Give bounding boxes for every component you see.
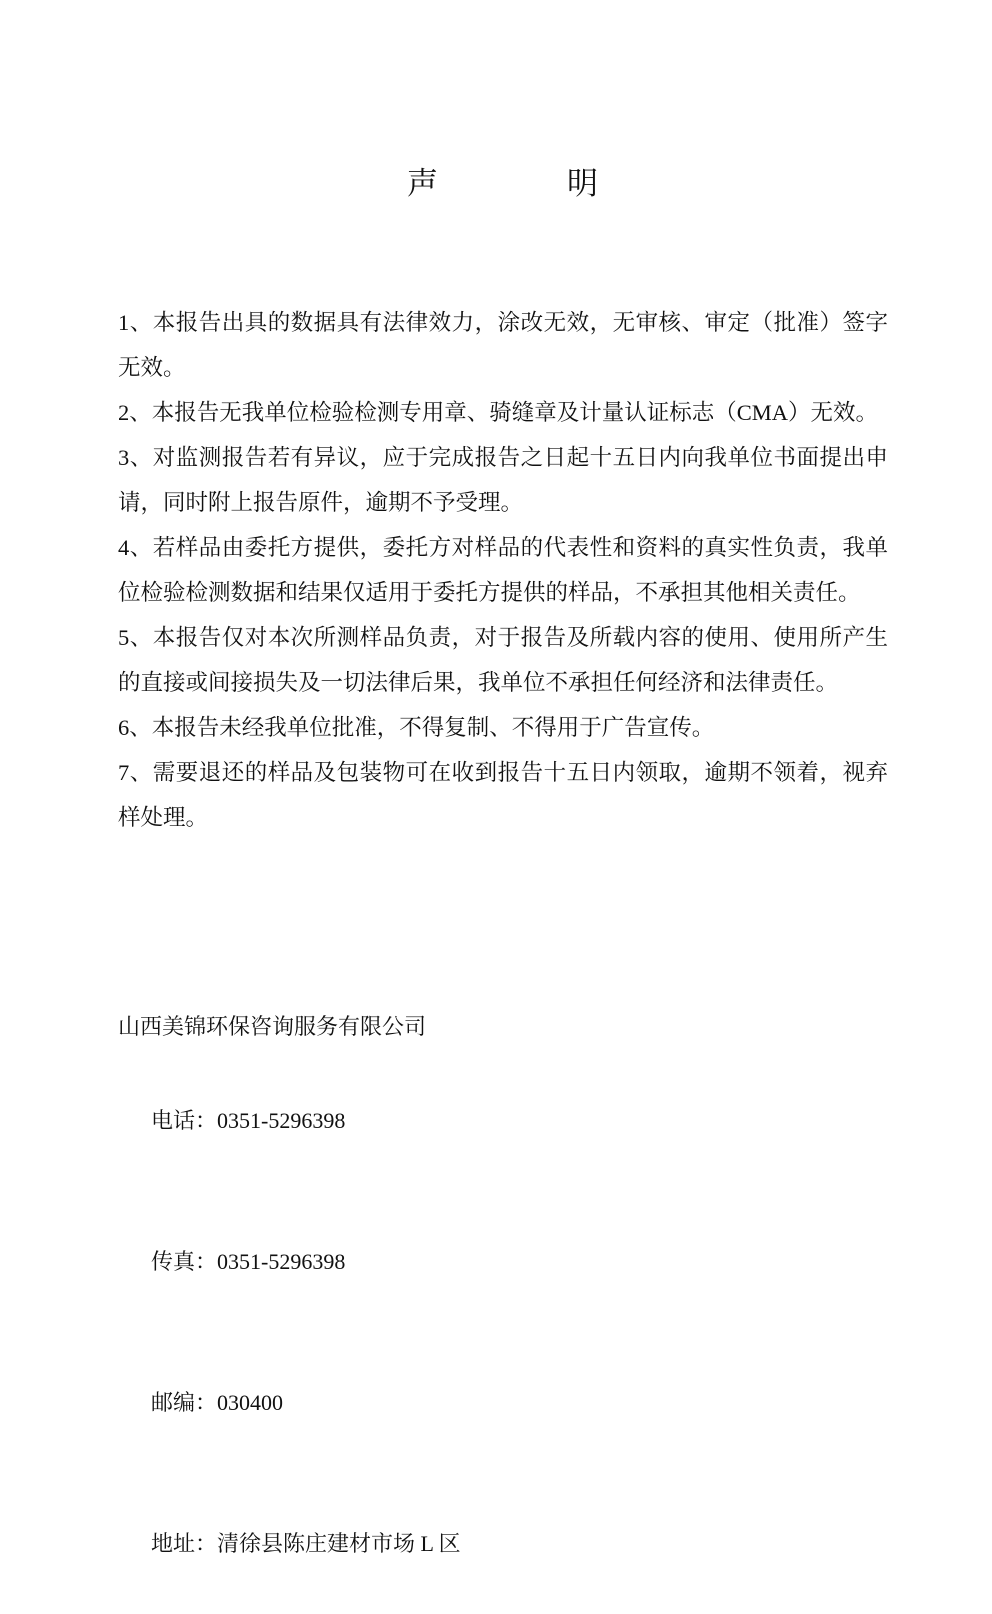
- fax-line: [118, 1191, 888, 1332]
- contact-section: [118, 1003, 888, 1614]
- statement-1: 1、本报告出具的数据具有法律效力，涂改无效，无审核、审定（批准）签字无效。: [118, 310, 888, 380]
- postcode-value: 030400: [217, 1390, 284, 1415]
- statement-7: 7、需要退还的样品及包装物可在收到报告十五日内领取，逾期不领着，视弃样处理。: [118, 760, 888, 830]
- phone-line: [118, 1050, 888, 1191]
- fax-value: 0351-5296398: [217, 1249, 346, 1274]
- statement-6: 6、本报告未经我单位批准，不得复制、不得用于广告宣传。: [118, 715, 715, 740]
- statement-2: 2、本报告无我单位检验检测专用章、骑缝章及计量认证标志（CMA）无效。: [118, 400, 879, 425]
- statement-5: 5、本报告仅对本次所测样品负责，对于报告及所载内容的使用、使用所产生的直接或间接损失及一切法律后果，我单位不承担任何经济和法律责任。: [118, 625, 888, 695]
- company-name: 山西美锦环保咨询服务有限公司: [118, 1014, 427, 1039]
- document-title: 声 明: [407, 166, 599, 201]
- statement-3: 3、对监测报告若有异议，应于完成报告之日起十五日内向我单位书面提出申请，同时附上报告原件，逾期不予受理。: [118, 445, 888, 515]
- statement-4: 4、若样品由委托方提供，委托方对样品的代表性和资料的真实性负责，我单位检验检测数据和结果仅适用于委托方提供的样品，不承担其他相关责任。: [118, 535, 888, 605]
- address-label: 地址：: [151, 1531, 218, 1556]
- postcode-line: [118, 1332, 888, 1473]
- phone-label: 电话：: [151, 1108, 218, 1133]
- postcode-label: 邮编：: [151, 1390, 218, 1415]
- fax-label: 传真：: [151, 1249, 218, 1274]
- address-line: [118, 1473, 888, 1614]
- statements-section: [118, 300, 888, 840]
- address-value: 清徐县陈庄建材市场 L 区: [217, 1531, 461, 1556]
- phone-value: 0351-5296398: [217, 1108, 346, 1133]
